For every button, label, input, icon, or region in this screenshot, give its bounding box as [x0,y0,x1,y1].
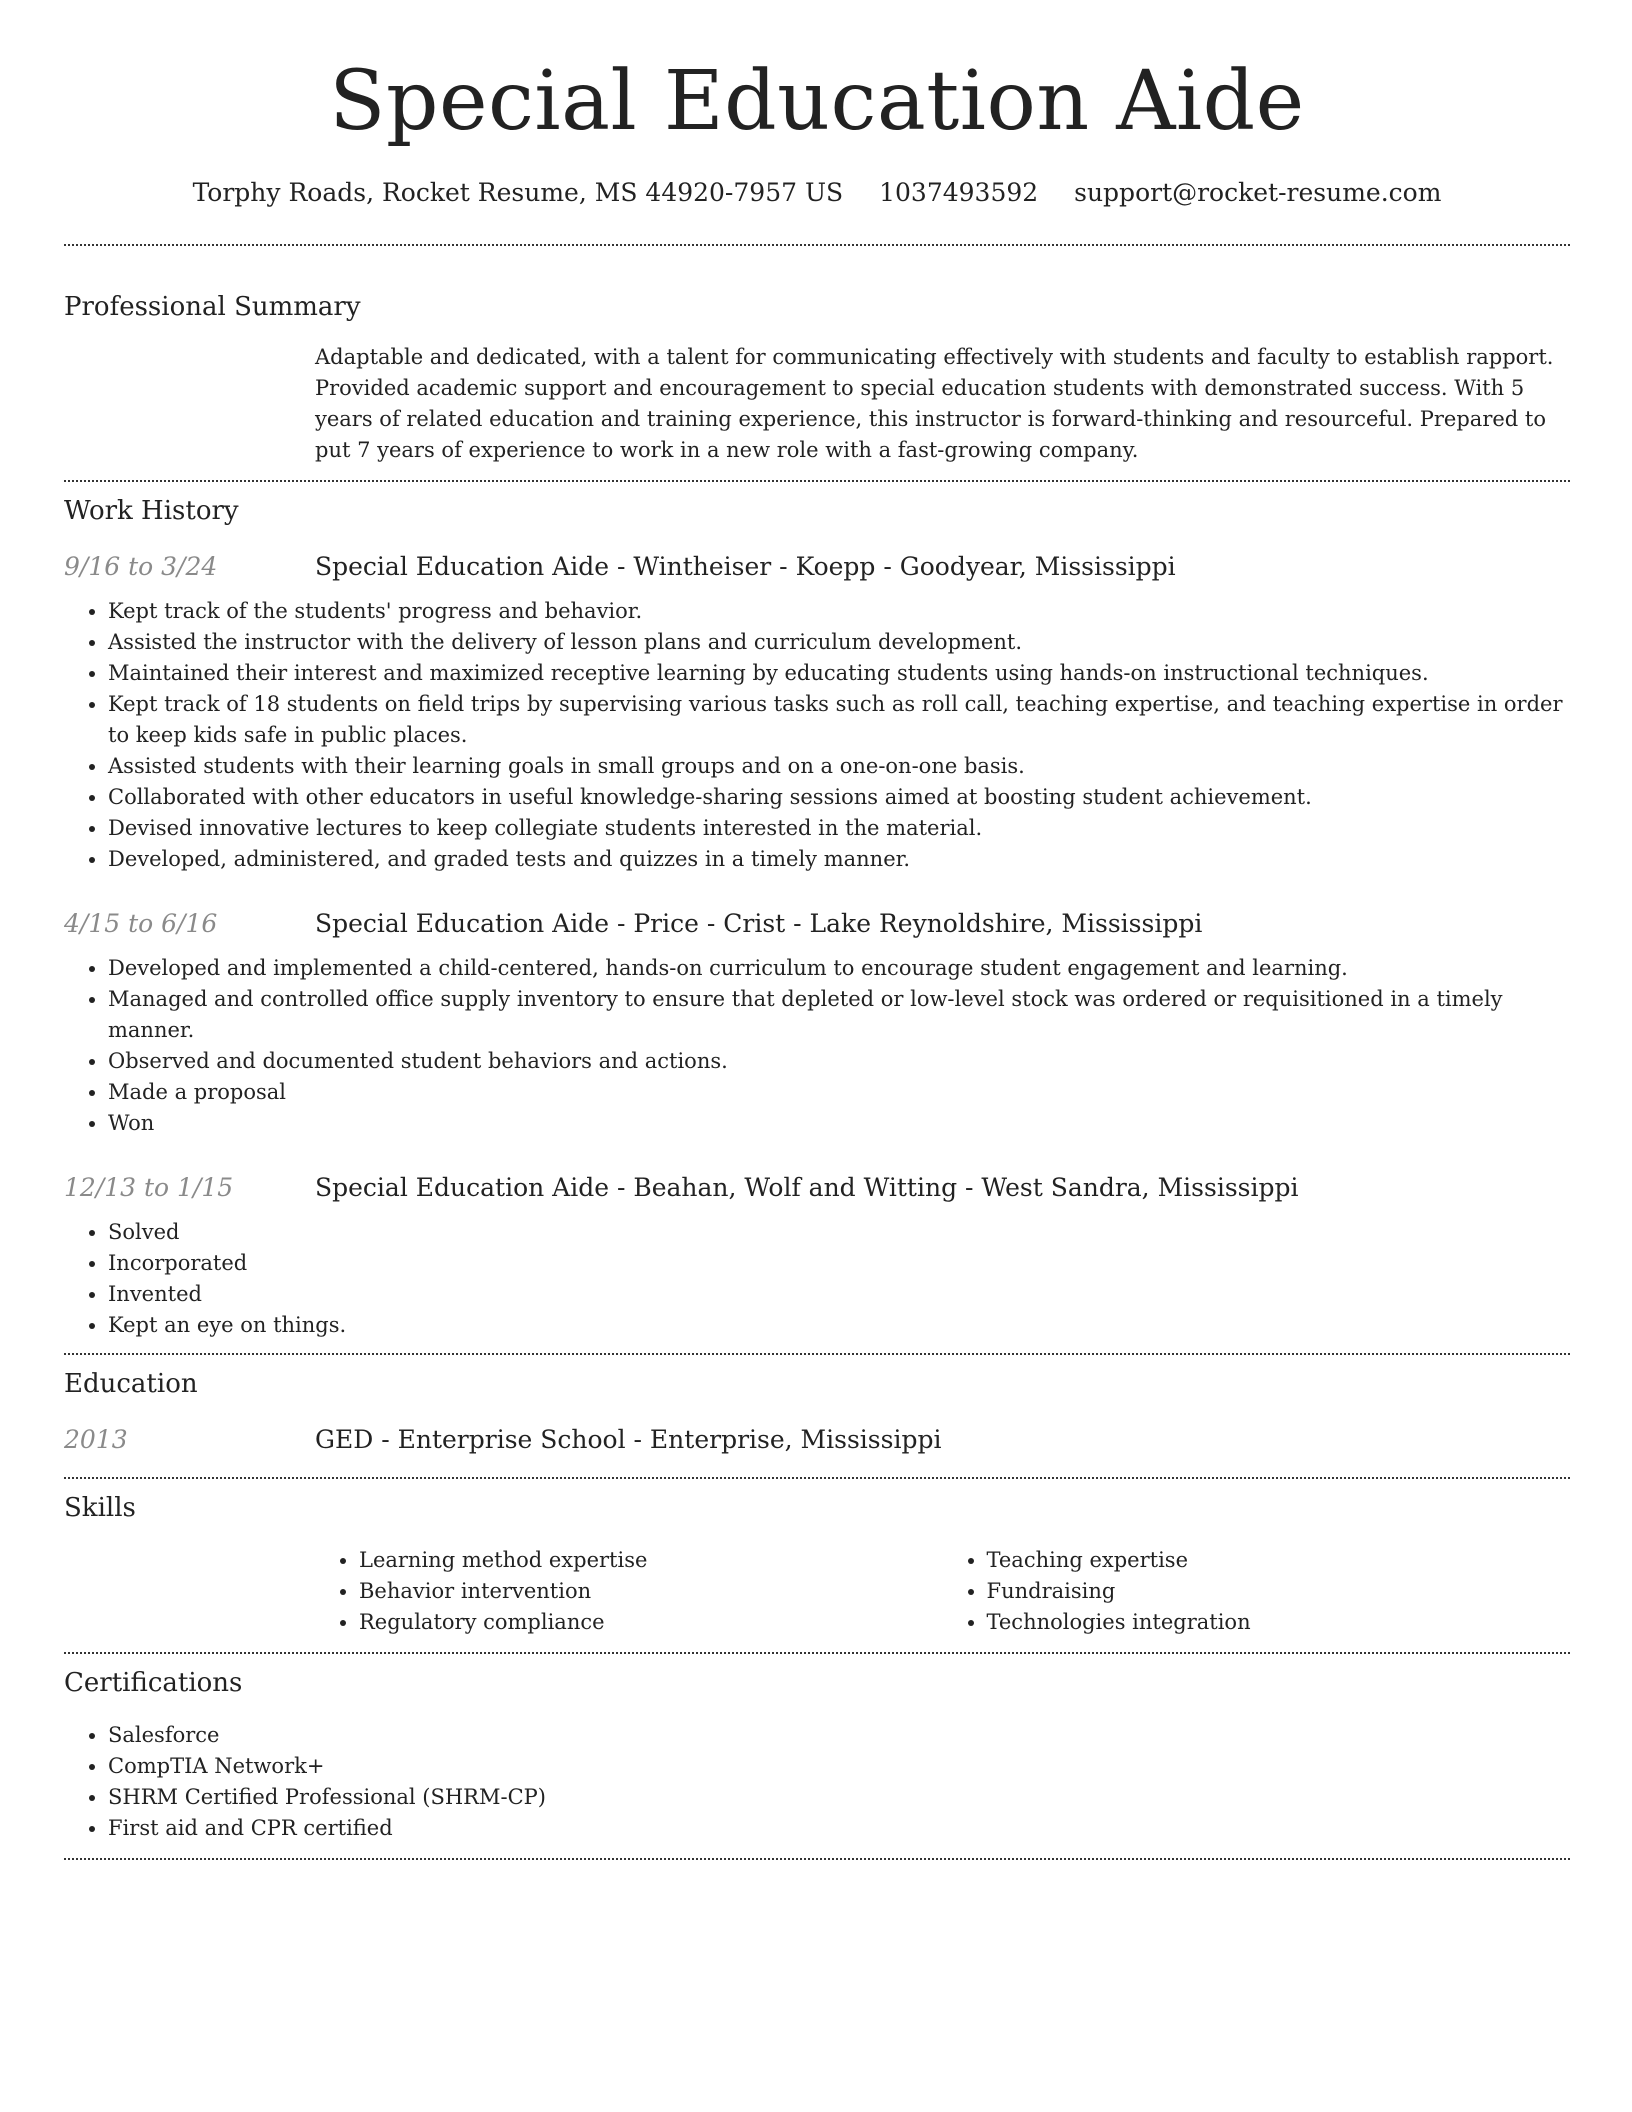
list-item: • Invented [108,1279,1570,1310]
list-item: • Maintained their interest and maximized receptive learning by educating students using hands-on instructional techniques. [108,658,1570,689]
education-year: 2013 [64,1425,128,1454]
list-item: • Devised innovative lectures to keep collegiate students interested in the material. [108,813,1570,844]
list-item: • Salesforce [108,1720,1570,1751]
list-item: • Collaborated with other educators in useful knowledge-sharing sessions aimed at boosting student achievement. [108,782,1570,813]
list-item: • Technologies integration [987,1607,1571,1638]
contact-line [64,176,1570,210]
list-item: • SHRM Certified Professional (SHRM-CP) [108,1782,1570,1813]
job-heading: Special Education Aide - Wintheiser - Koepp - Goodyear, Mississippi [315,552,1176,581]
job-entry [64,550,1570,875]
list-item: • First aid and CPR certified [108,1813,1570,1844]
section-title-skills: Skills [64,1493,136,1523]
job-dates: 9/16 to 3/24 [64,552,218,581]
list-item: • Developed, administered, and graded tests and quizzes in a timely manner. [108,844,1570,875]
work-history-section [64,482,1570,1341]
resume-page [64,0,1570,1860]
list-item: • Kept track of the students' progress and behavior. [108,596,1570,627]
list-item: • Incorporated [108,1248,1570,1279]
resume-name: Special Education Aide [329,54,1305,149]
list-item: • Made a proposal [108,1077,1570,1108]
list-item: • CompTIA Network+ [108,1751,1570,1782]
skills-columns [315,1545,1570,1638]
education-section [64,1355,1570,1477]
list-item: • Solved [108,1217,1570,1248]
job-dates: 4/15 to 6/16 [64,909,218,938]
summary-section [64,246,1570,466]
list-item: • Kept an eye on things. [108,1310,1570,1341]
job-bullets [64,1217,1570,1341]
section-title-summary: Professional Summary [64,292,361,322]
divider [64,1858,1570,1860]
section-title-certifications: Certifications [64,1668,243,1698]
skills-section [64,1479,1570,1652]
list-item: • Behavior intervention [359,1576,943,1607]
job-heading: Special Education Aide - Beahan, Wolf and Witting - West Sandra, Mississippi [315,1173,1299,1202]
list-item: • Assisted the instructor with the delivery of lesson plans and curriculum development. [108,627,1570,658]
job-entry [64,907,1570,1139]
education-heading: GED - Enterprise School - Enterprise, Mississippi [315,1425,942,1454]
education-entry [64,1423,1570,1457]
job-bullets [64,596,1570,875]
contact-phone: 1037493592 [879,178,1039,207]
list-item: • Regulatory compliance [359,1607,943,1638]
list-item: • Learning method expertise [359,1545,943,1576]
skills-list-left [315,1545,943,1638]
certifications-list [64,1720,1570,1844]
job-entry [64,1171,1570,1341]
list-item: • Fundraising [987,1576,1571,1607]
section-title-work-history: Work History [64,496,239,526]
list-item: • Managed and controlled office supply inventory to ensure that depleted or low-level stock was ordered or requisitioned in a timely manner. [108,984,1570,1046]
list-item: • Assisted students with their learning goals in small groups and on a one-on-one basis. [108,751,1570,782]
skills-list-right [943,1545,1571,1638]
job-heading: Special Education Aide - Price - Crist - Lake Reynoldshire, Mississippi [315,909,1203,938]
job-dates: 12/13 to 1/15 [64,1173,234,1202]
list-item: • Teaching expertise [987,1545,1571,1576]
list-item: • Observed and documented student behaviors and actions. [108,1046,1570,1077]
list-item: • Won [108,1108,1570,1139]
contact-address: Torphy Roads, Rocket Resume, MS 44920-7957 US [192,178,844,207]
summary-text: Adaptable and dedicated, with a talent for communicating effectively with students and faculty to establish rapport. Provided academic support and encouragement to special education students with demonstrated success. With 5 years of related education and training experience, this instructor is forward-thinking and resourceful. Prepared to put 7 years of experience to work in a new role with a fast-growing company. [315,345,1554,462]
section-title-education: Education [64,1369,198,1399]
job-bullets [64,953,1570,1139]
list-item: • Developed and implemented a child-centered, hands-on curriculum to encourage student engagement and learning. [108,953,1570,984]
certifications-section [64,1654,1570,1858]
list-item: • Kept track of 18 students on field trips by supervising various tasks such as roll call, teaching expertise, and teaching expertise in order to keep kids safe in public places. [108,689,1570,751]
contact-email: support@rocket-resume.com [1074,178,1442,207]
